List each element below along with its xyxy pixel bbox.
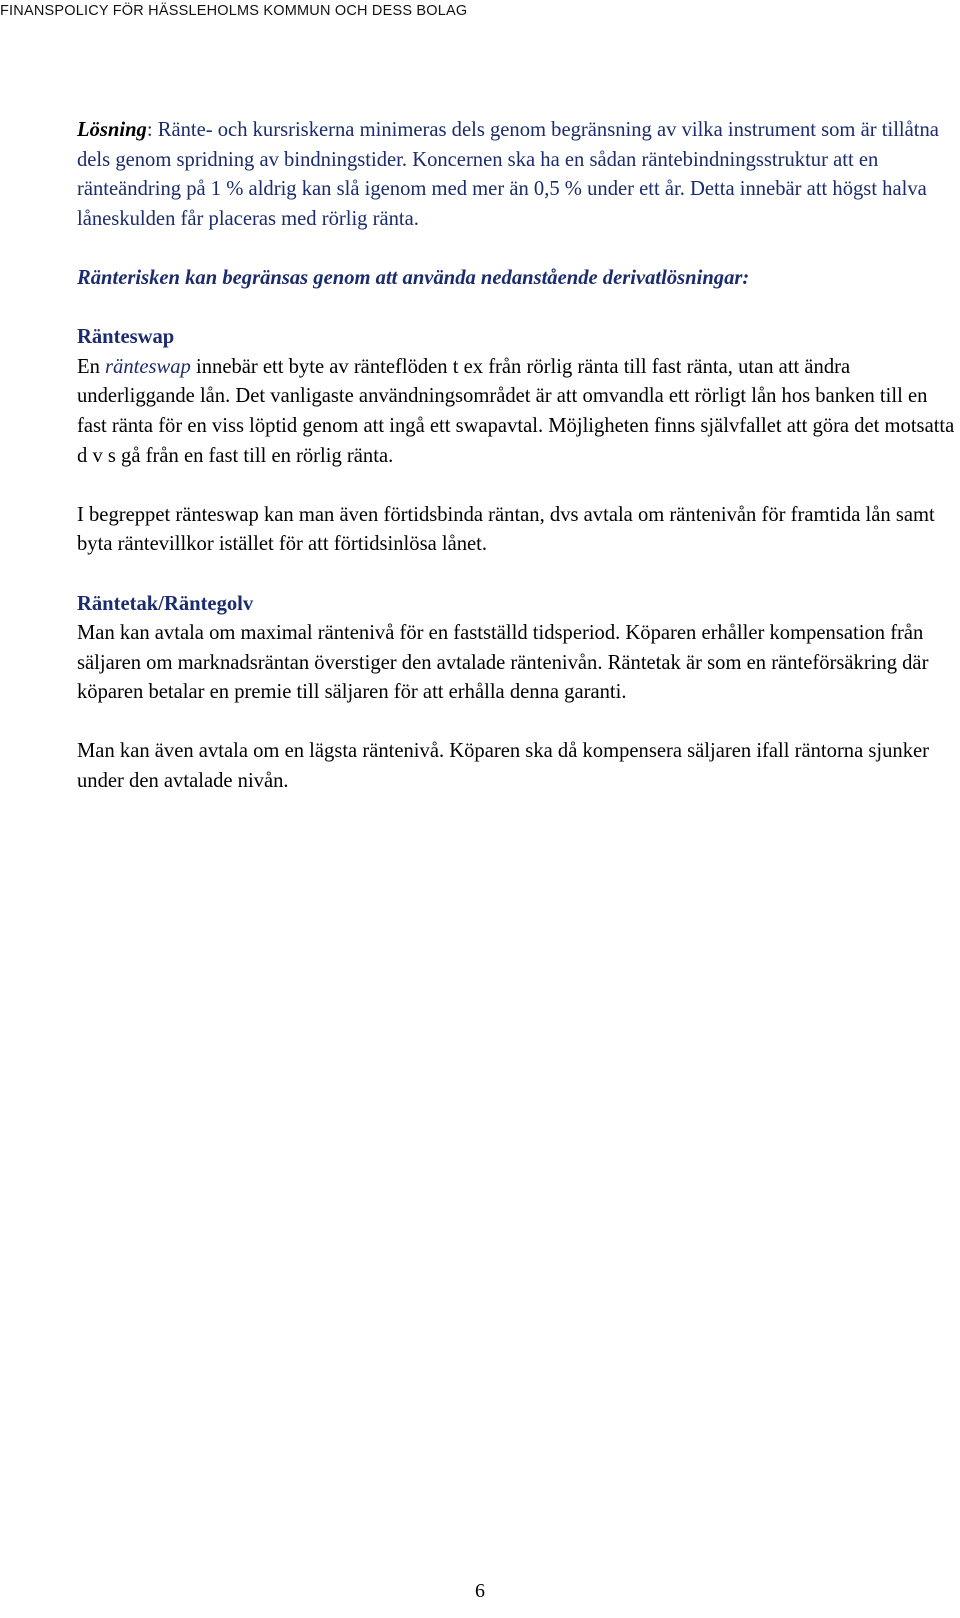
running-header: FINANSPOLICY FÖR HÄSSLEHOLMS KOMMUN OCH DESS BOLAG [0, 3, 468, 19]
ranteswap-paragraph [77, 353, 957, 471]
losning-text: Ränte- och kursriskerna minimeras dels genom begränsning av vilka instrument som är tillåtna dels genom spridning av bindningstider. Koncernen ska ha en sådan räntebindningsstruktur att en ränteändring på 1 % aldrig kan slå igenom med mer än 0,5 % under ett år. Detta innebär att högst halva låneskulden får placeras med rörlig ränta. [77, 119, 939, 230]
ranteswap-intro-prefix: En [77, 355, 106, 378]
ranteswap-heading: Ränteswap [77, 326, 175, 349]
rantetak-paragraph-1: Man kan avtala om maximal räntenivå för en fastställd tidsperiod. Köparen erhåller kompensation från säljaren om marknadsräntan överstiger den avtalade räntenivån. Räntetak är som en ränteförsäkring där köparen betalar en premie till säljaren för att erhålla denna garanti. [77, 622, 929, 704]
ranteswap-term: ränteswap [105, 355, 191, 378]
derivat-heading: Ränterisken kan begränsas genom att använda nedanstående derivatlösningar: [77, 266, 750, 289]
losning-paragraph [77, 116, 957, 234]
rantetak-heading: Räntetak/Räntegolv [77, 592, 254, 615]
losning-colon: : [146, 119, 153, 141]
document-body [77, 116, 957, 797]
ranteswap-paragraph-2: I begreppet ränteswap kan man även förtidsbinda räntan, dvs avtala om räntenivån för framtida lån samt byta räntevillkor istället för att förtidsinlösa lånet. [77, 503, 935, 556]
losning-label: Lösning [77, 119, 147, 141]
ranteswap-intro-rest: innebär ett byte av ränteflöden t ex från rörlig ränta till fast ränta, utan att ändra underliggande lån. Det vanligaste användningsområdet är att omvandla ett rörligt lån hos banken till en fast ränta för en viss löptid genom att ingå ett swapavtal. Möjligheten finns självfallet att göra det motsatta d v s gå från en fast till en rörlig ränta. [77, 355, 955, 467]
page-number: 6 [475, 1580, 485, 1602]
rantetak-paragraph-2: Man kan även avtala om en lägsta räntenivå. Köparen ska då kompensera säljaren ifall räntorna sjunker under den avtalade nivån. [77, 740, 930, 793]
